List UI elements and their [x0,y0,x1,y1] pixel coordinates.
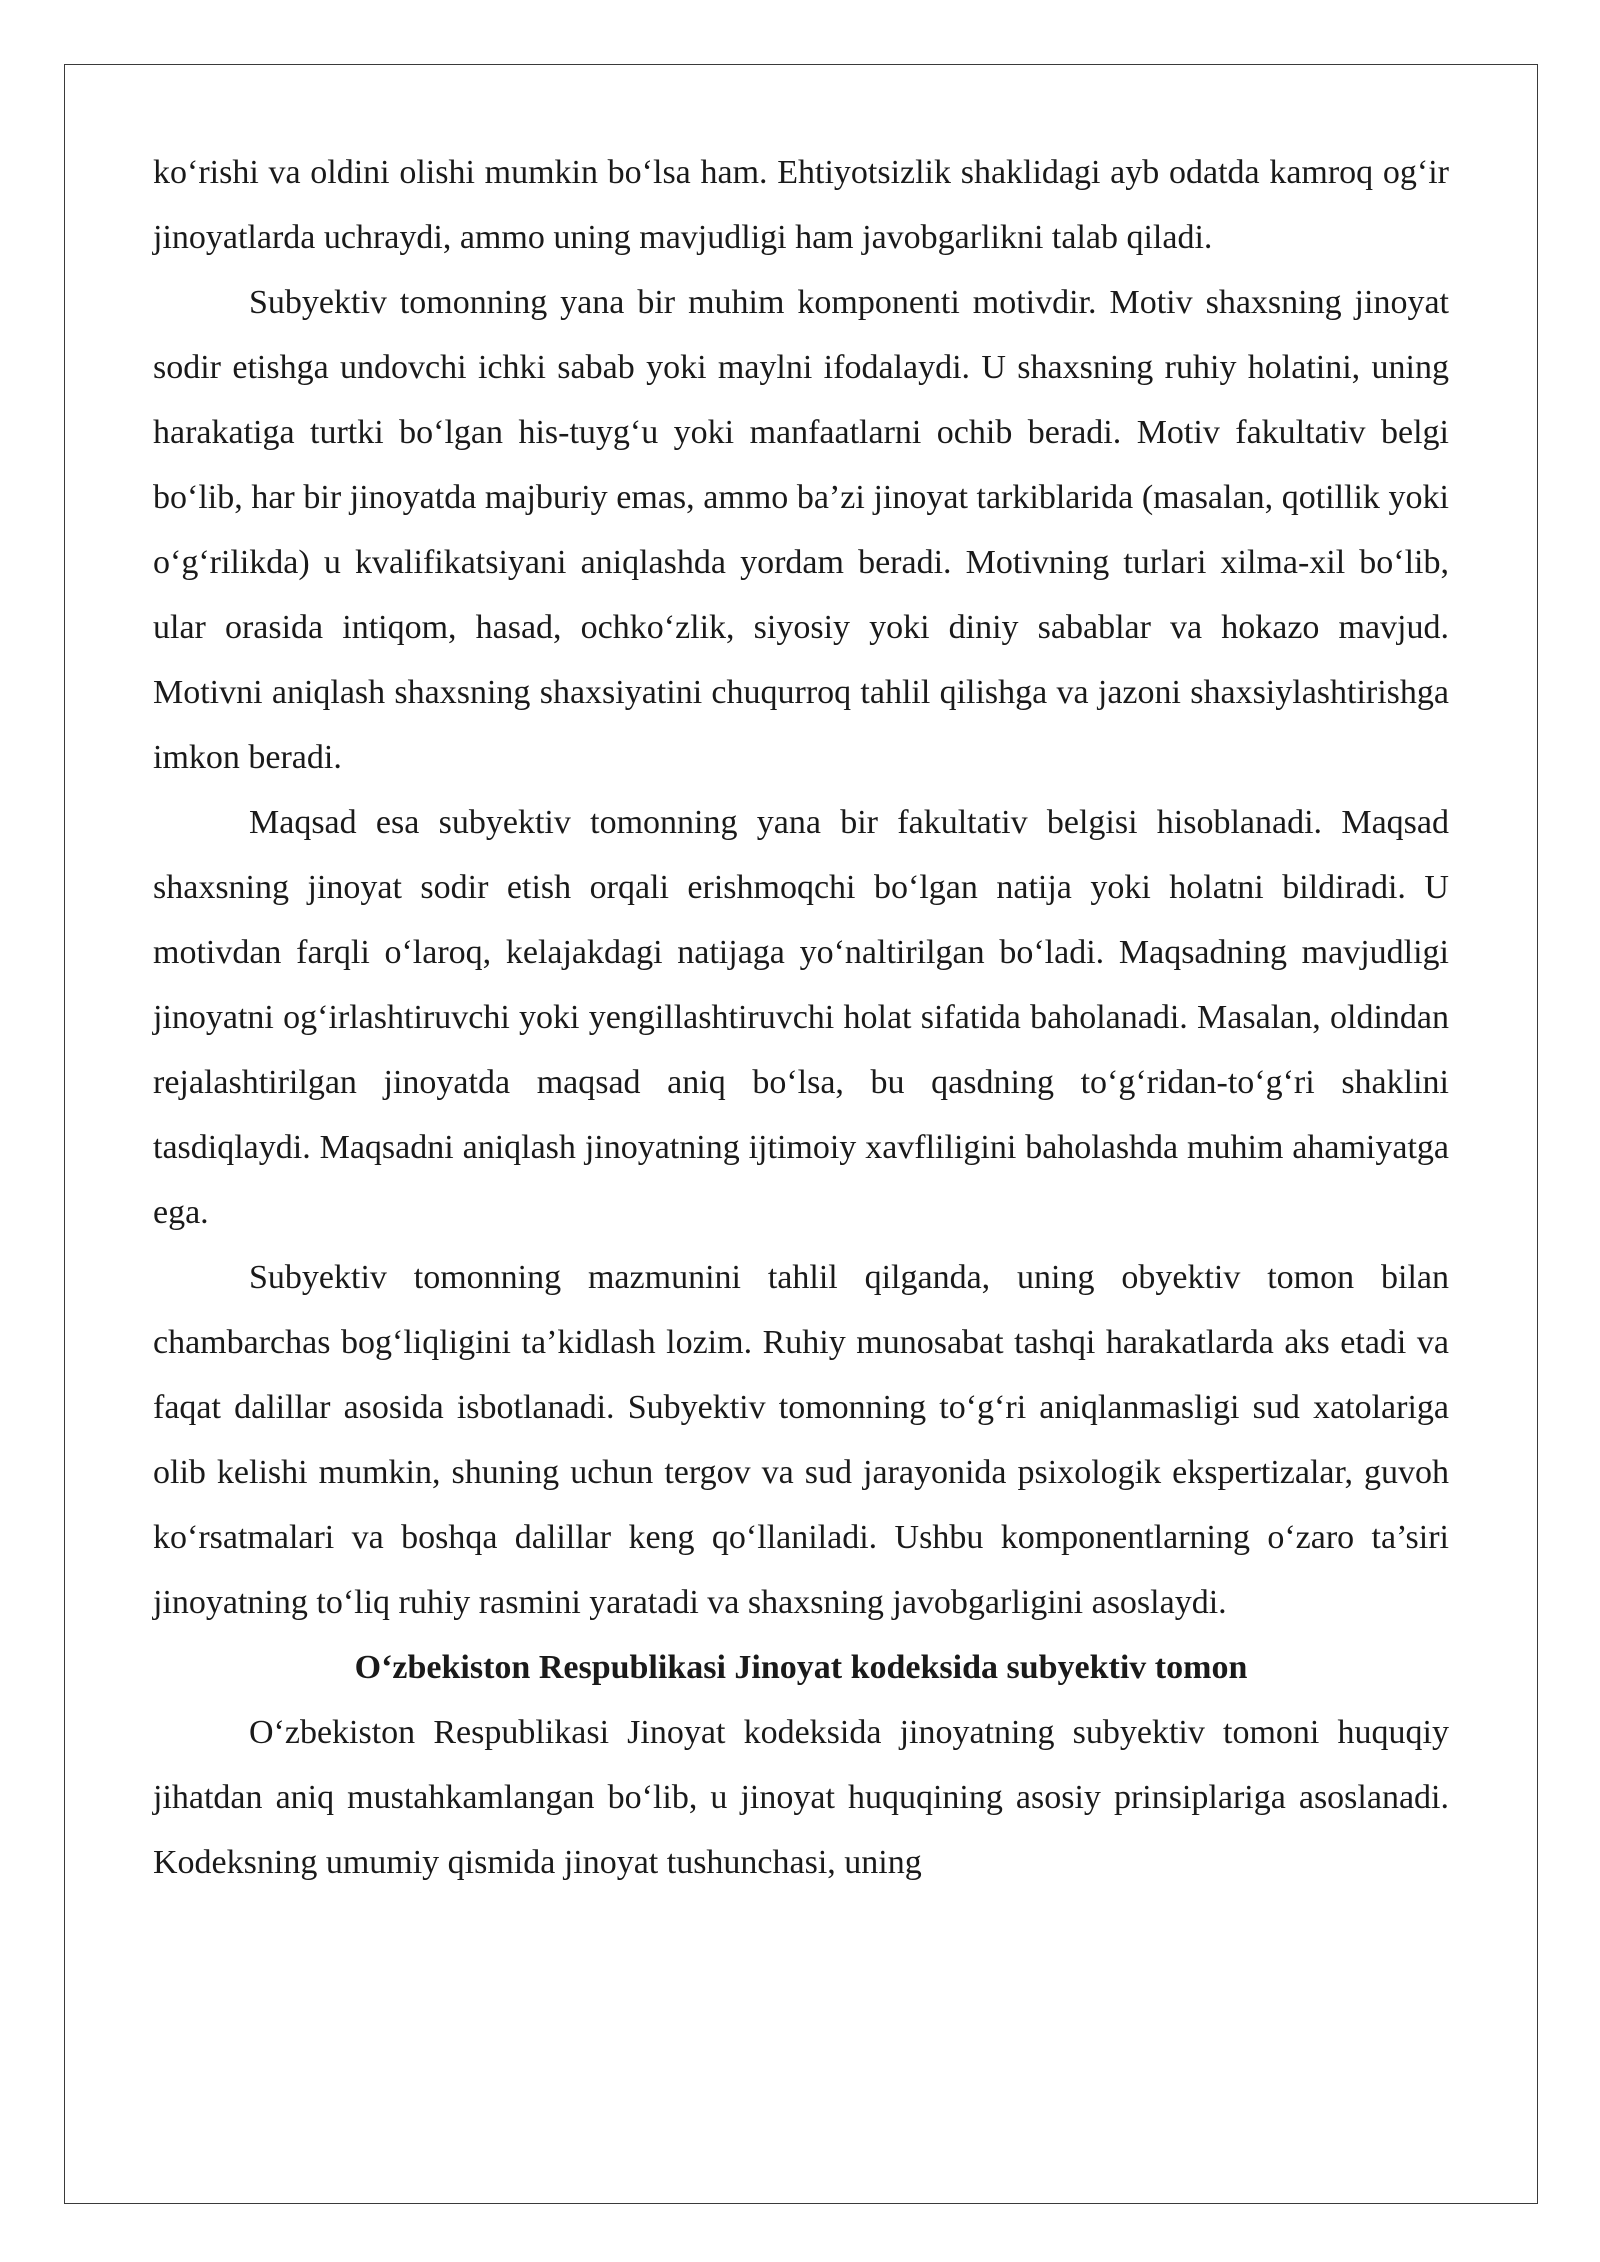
paragraph-continued: ko‘rishi va oldini olishi mumkin bo‘lsa ham. Ehtiyotsizlik shaklidagi ayb odatda kamroq og‘ir jinoyatlarda uchraydi, ammo uning mavjudligi ham javobgarlikni talab qiladi. [153,154,1449,256]
paragraph-criminal-code: O‘zbekiston Respublikasi Jinoyat kodeksida jinoyatning subyektiv tomoni huquqiy jihatdan aniq mustahkamlangan bo‘lib, u jinoyat huquqining asosiy prinsiplariga asoslanadi. Kodeksning umumiy qismida jinoyat tushunchasi, uning [153,1714,1449,1881]
section-heading: O‘zbekiston Respublikasi Jinoyat kodeksida subyektiv tomon [354,1649,1248,1686]
paragraph-purpose: Maqsad esa subyektiv tomonning yana bir fakultativ belgisi hisoblanadi. Maqsad shaxsning jinoyat sodir etish orqali erishmoqchi bo‘lgan natija yoki holatni bildiradi. U motivdan farqli o‘laroq, kelajakdagi natijaga yo‘naltirilgan bo‘ladi. Maqsadning mavjudligi jinoyatni og‘irlashtiruvchi yoki yengillashtiruvchi holat sifatida baholanadi. Masalan, oldindan rejalashtirilgan jinoyatda maqsad aniq bo‘lsa, bu qasdning to‘g‘ridan-to‘g‘ri shaklini tasdiqlaydi. Maqsadni aniqlash jinoyatning ijtimoiy xavfliligini baholashda muhim ahamiyatga ega. [153,804,1449,1231]
document-body [153,140,1449,1895]
paragraph-motive: Subyektiv tomonning yana bir muhim komponenti motivdir. Motiv shaxsning jinoyat sodir etishga undovchi ichki sabab yoki maylni ifodalaydi. U shaxsning ruhiy holatini, uning harakatiga turtki bo‘lgan his-tuyg‘u yoki manfaatlarni ochib beradi. Motiv fakultativ belgi bo‘lib, har bir jinoyatda majburiy emas, ammo ba’zi jinoyat tarkiblarida (masalan, qotillik yoki o‘g‘rilikda) u kvalifikatsiyani aniqlashda yordam beradi. Motivning turlari xilma-xil bo‘lib, ular orasida intiqom, hasad, ochko‘zlik, siyosiy yoki diniy sabablar va hokazo mavjud. Motivni aniqlash shaxsning shaxsiyatini chuqurroq tahlil qilishga va jazoni shaxsiylashtirishga imkon beradi. [153,284,1449,776]
paragraph-analysis: Subyektiv tomonning mazmunini tahlil qilganda, uning obyektiv tomon bilan chambarchas bog‘liqligini ta’kidlash lozim. Ruhiy munosabat tashqi harakatlarda aks etadi va faqat dalillar asosida isbotlanadi. Subyektiv tomonning to‘g‘ri aniqlanmasligi sud xatolariga olib kelishi mumkin, shuning uchun tergov va sud jarayonida psixologik ekspertizalar, guvoh ko‘rsatmalari va boshqa dalillar keng qo‘llaniladi. Ushbu komponentlarning o‘zaro ta’siri jinoyatning to‘liq ruhiy rasmini yaratadi va shaxsning javobgarligini asoslaydi. [153,1259,1449,1621]
